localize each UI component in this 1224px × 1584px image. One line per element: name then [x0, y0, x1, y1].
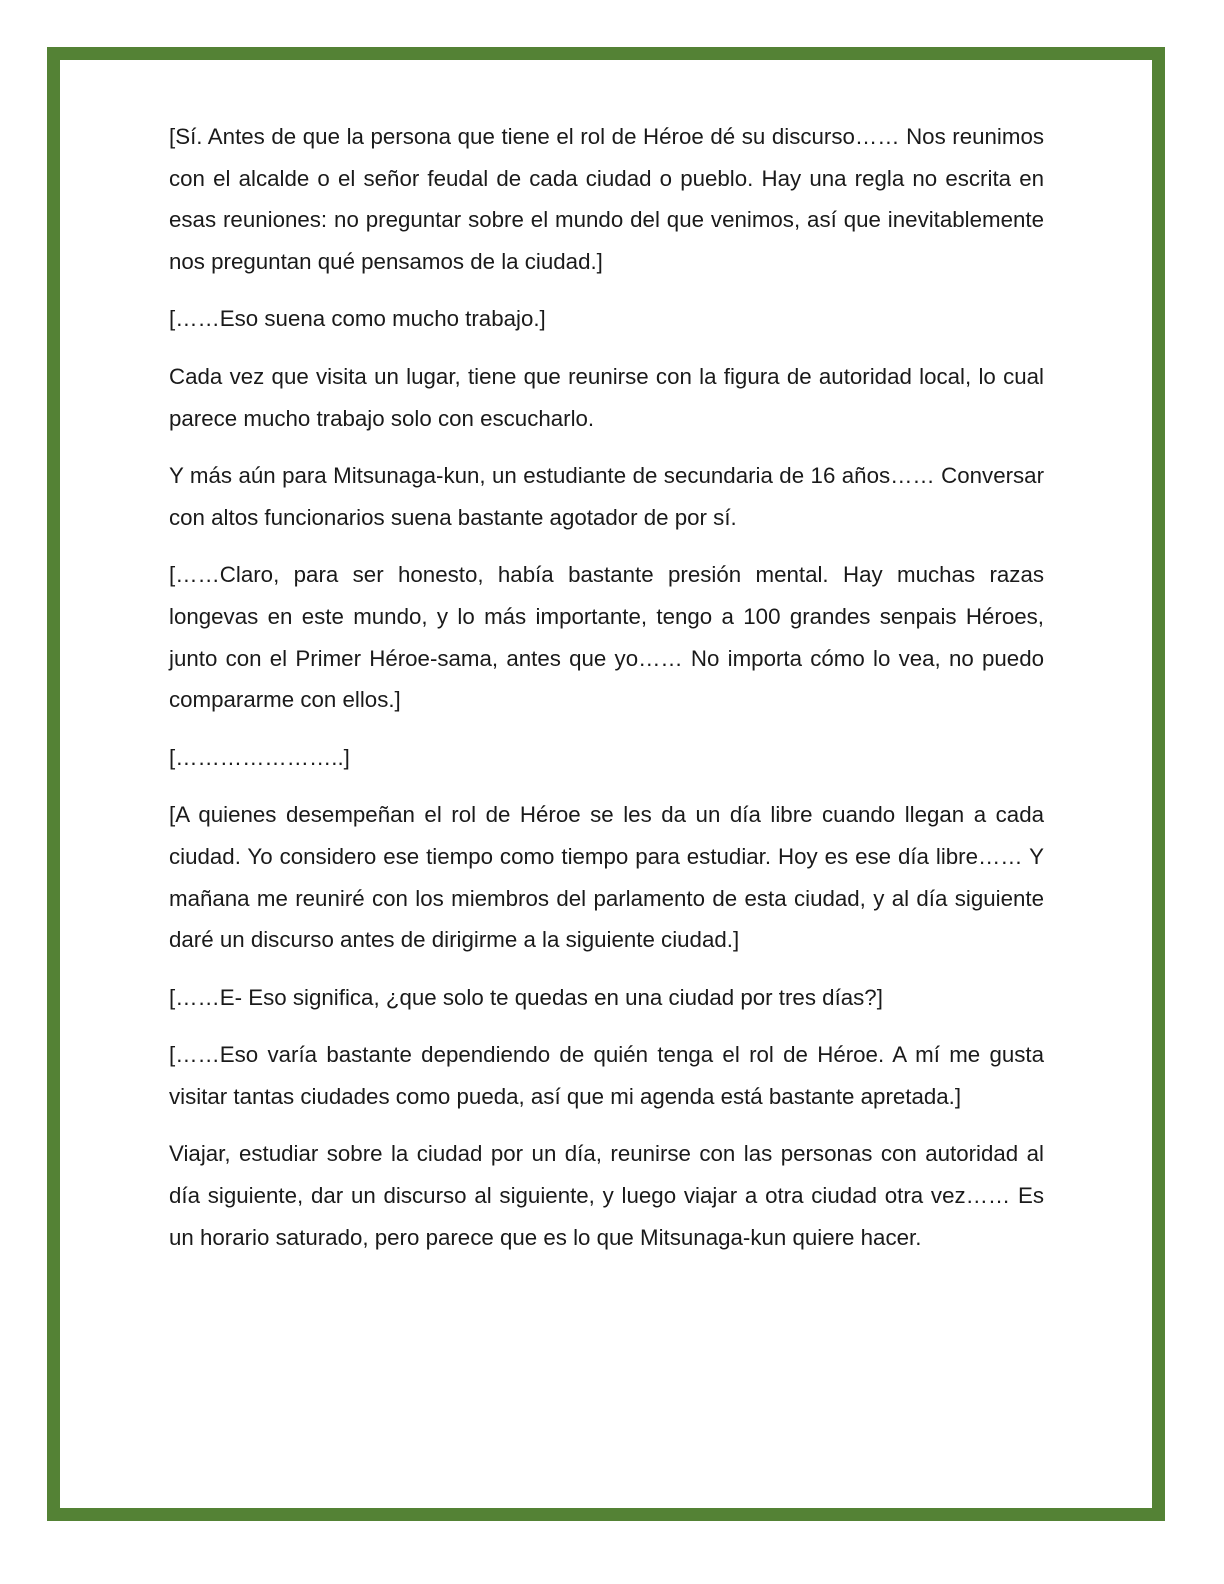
paragraph-3: Cada vez que visita un lugar, tiene que reunirse con la figura de autoridad local, lo cual parece mucho trabajo solo con escucharlo. [169, 363, 1044, 431]
page-body [169, 116, 1044, 1274]
paragraph-7: [A quienes desempeñan el rol de Héroe se les da un día libre cuando llegan a cada ciudad. Yo considero ese tiempo como tiempo para estudiar. Hoy es ese día libre…… Y mañana me reuniré con los miembros del parlamento de esta ciudad, y al día siguiente daré un discurso antes de dirigirme a la siguiente ciudad.] [169, 802, 1044, 953]
paragraph-4: Y más aún para Mitsunaga-kun, un estudiante de secundaria de 16 años…… Conversar con altos funcionarios suena bastante agotador de por sí. [169, 463, 1044, 530]
paragraph-1: [Sí. Antes de que la persona que tiene el rol de Héroe dé su discurso…… Nos reunimos con el alcalde o el señor feudal de cada ciudad o pueblo. Hay una regla no escrita en esas reuniones: no preguntar sobre el mundo del que venimos, así que inevitablemente nos preguntan qué pensamos de la ciudad.] [169, 124, 1044, 274]
paragraph-9: [……Eso varía bastante dependiendo de quién tenga el rol de Héroe. A mí me gusta visitar tantas ciudades como pueda, así que mi agenda está bastante apretada.] [169, 1042, 1044, 1109]
paragraph-5: [……Claro, para ser honesto, había bastante presión mental. Hay muchas razas longevas en este mundo, y lo más importante, tengo a 100 grandes senpais Héroes, junto con el Primer Héroe-sama, antes que yo…… No importa cómo lo vea, no puedo compararme con ellos.] [169, 562, 1044, 713]
paragraph-6: […………………..] [169, 744, 350, 770]
paragraph-2: [……Eso suena como mucho trabajo.] [169, 306, 546, 332]
paragraph-10: Viajar, estudiar sobre la ciudad por un día, reunirse con las personas con autoridad al día siguiente, dar un discurso al siguiente, y luego viajar a otra ciudad otra vez…… Es un horario saturado, pero parece que es lo que Mitsunaga-kun quiere hacer. [169, 1141, 1044, 1250]
paragraph-8: [……E- Eso significa, ¿que solo te quedas en una ciudad por tres días?] [169, 984, 883, 1010]
